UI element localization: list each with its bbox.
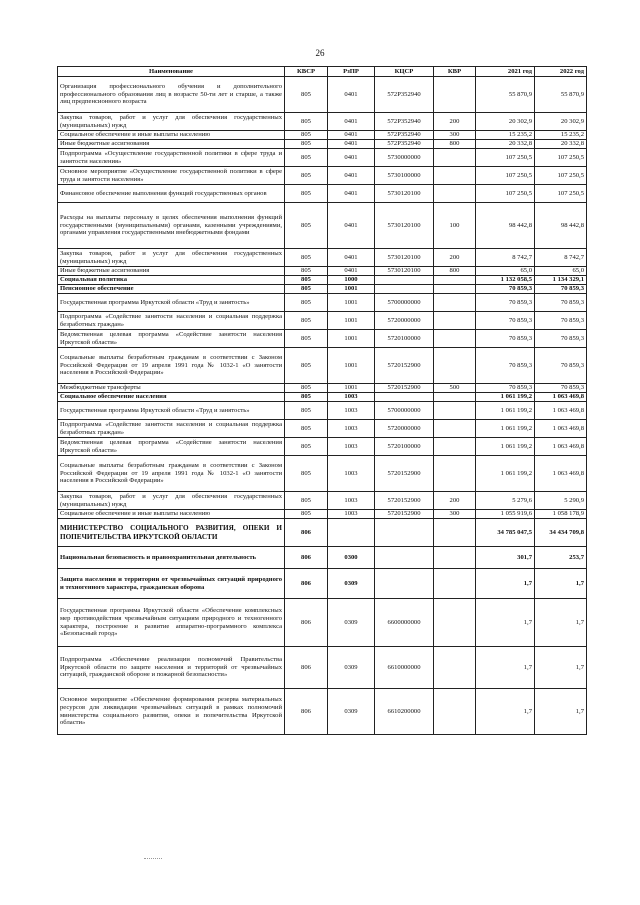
- cell-2022: 70 859,3: [535, 348, 587, 384]
- cell-2022: 253,7: [535, 547, 587, 569]
- cell-kcsr: 5720152900: [375, 348, 434, 384]
- table-row: [58, 285, 587, 294]
- cell-2021: 1,7: [476, 689, 535, 735]
- cell-kvr: 800: [434, 267, 476, 276]
- cell-2021: 70 859,3: [476, 312, 535, 330]
- cell-kvsr: 805: [285, 348, 328, 384]
- cell-rzpr: 0401: [328, 77, 375, 113]
- cell-2022: 1 063 469,8: [535, 420, 587, 438]
- cell-name: Подпрограмма «Содействие занятости населения и социальная поддержка безработных граждан»: [58, 312, 285, 330]
- cell-kcsr: 5720000000: [375, 420, 434, 438]
- cell-2022: 34 434 709,8: [535, 519, 587, 547]
- cell-kvr: [434, 149, 476, 167]
- cell-kcsr: 5720152900: [375, 492, 434, 510]
- cell-name: Ведомственная целевая программа «Содействие занятости населения Иркутской области»: [58, 330, 285, 348]
- cell-kcsr: 5720100000: [375, 330, 434, 348]
- cell-kvsr: 806: [285, 569, 328, 599]
- cell-kcsr: [375, 285, 434, 294]
- cell-2021: 70 859,3: [476, 285, 535, 294]
- cell-2022: 107 250,5: [535, 149, 587, 167]
- table-row: [58, 519, 587, 547]
- cell-rzpr: 0309: [328, 689, 375, 735]
- column-header-kvsr: КВСР: [285, 67, 328, 77]
- cell-rzpr: 1001: [328, 384, 375, 393]
- cell-kvsr: 805: [285, 420, 328, 438]
- cell-kcsr: [375, 547, 434, 569]
- table-row: [58, 294, 587, 312]
- column-header-2021: 2021 год: [476, 67, 535, 77]
- column-header-name: Наименование: [58, 67, 285, 77]
- cell-kcsr: 5720000000: [375, 312, 434, 330]
- cell-kcsr: [375, 393, 434, 402]
- cell-rzpr: 0401: [328, 203, 375, 249]
- cell-rzpr: 1003: [328, 456, 375, 492]
- cell-rzpr: 0401: [328, 267, 375, 276]
- cell-kvsr: 805: [285, 140, 328, 149]
- cell-kvr: [434, 167, 476, 185]
- cell-kcsr: 572P352940: [375, 140, 434, 149]
- cell-name: Защита населения и территории от чрезвычайных ситуаций природного и техногенного характера, гражданская оборона: [58, 569, 285, 599]
- cell-2022: 1 063 469,8: [535, 456, 587, 492]
- cell-kcsr: 572P352940: [375, 131, 434, 140]
- cell-kvr: [434, 393, 476, 402]
- cell-kvsr: 805: [285, 185, 328, 203]
- table-row: [58, 599, 587, 647]
- cell-kvsr: 805: [285, 149, 328, 167]
- cell-kvsr: 805: [285, 510, 328, 519]
- cell-name: Государственная программа Иркутской области «Труд и занятость»: [58, 294, 285, 312]
- cell-kcsr: [375, 519, 434, 547]
- cell-name: Социальное обеспечение и иные выплаты населению: [58, 131, 285, 140]
- cell-name: Закупка товаров, работ и услуг для обеспечения государственных (муниципальных) нужд: [58, 113, 285, 131]
- cell-rzpr: 0401: [328, 140, 375, 149]
- cell-kcsr: 5700000000: [375, 294, 434, 312]
- cell-kvr: [434, 519, 476, 547]
- cell-kvr: [434, 330, 476, 348]
- table-row: [58, 393, 587, 402]
- cell-kvr: [434, 647, 476, 689]
- table-row: [58, 276, 587, 285]
- cell-name: Расходы на выплаты персоналу в целях обеспечения выполнения функций государственными (муниципальными) органами, казенными учреждениями, органами управления государственными внебюджетными фондами: [58, 203, 285, 249]
- cell-rzpr: 1003: [328, 510, 375, 519]
- table-row: [58, 131, 587, 140]
- cell-2021: 1 061 199,2: [476, 420, 535, 438]
- cell-2022: 98 442,8: [535, 203, 587, 249]
- cell-kvr: [434, 569, 476, 599]
- cell-name: Государственная программа Иркутской области «Труд и занятость»: [58, 402, 285, 420]
- cell-2022: 20 332,8: [535, 140, 587, 149]
- cell-kcsr: 5720152900: [375, 384, 434, 393]
- cell-kvsr: 806: [285, 519, 328, 547]
- cell-kvr: [434, 402, 476, 420]
- cell-kcsr: [375, 569, 434, 599]
- cell-2022: 15 235,2: [535, 131, 587, 140]
- cell-kcsr: [375, 276, 434, 285]
- table-row: [58, 647, 587, 689]
- cell-kvsr: 805: [285, 393, 328, 402]
- cell-rzpr: 1003: [328, 492, 375, 510]
- cell-2021: 1 061 199,2: [476, 402, 535, 420]
- cell-2022: 1 063 469,8: [535, 393, 587, 402]
- cell-kvsr: 805: [285, 131, 328, 140]
- cell-kcsr: 5730120100: [375, 203, 434, 249]
- cell-2022: 8 742,7: [535, 249, 587, 267]
- cell-kvr: [434, 420, 476, 438]
- cell-2022: 1,7: [535, 647, 587, 689]
- cell-kvsr: 806: [285, 599, 328, 647]
- cell-kvsr: 805: [285, 77, 328, 113]
- cell-rzpr: 1003: [328, 438, 375, 456]
- cell-2022: 70 859,3: [535, 312, 587, 330]
- cell-kvsr: 805: [285, 267, 328, 276]
- cell-kvsr: 805: [285, 438, 328, 456]
- cell-rzpr: 0401: [328, 113, 375, 131]
- cell-rzpr: 1000: [328, 276, 375, 285]
- cell-kcsr: 5720152900: [375, 456, 434, 492]
- cell-2022: 1 063 469,8: [535, 402, 587, 420]
- table-row: [58, 384, 587, 393]
- cell-rzpr: 0401: [328, 249, 375, 267]
- table-row: [58, 249, 587, 267]
- cell-kvr: 100: [434, 203, 476, 249]
- cell-2021: 70 859,3: [476, 294, 535, 312]
- cell-kvr: 300: [434, 510, 476, 519]
- cell-kcsr: 6610000000: [375, 647, 434, 689]
- cell-name: Организация профессионального обучения и дополнительного профессионального образования лиц в возрасте 50-ти лет и старше, а также лиц предпенсионного возраста: [58, 77, 285, 113]
- table-row: [58, 569, 587, 599]
- column-header-2022: 2022 год: [535, 67, 587, 77]
- cell-2022: 1 063 469,8: [535, 438, 587, 456]
- cell-kvr: 200: [434, 113, 476, 131]
- cell-name: Финансовое обеспечение выполнения функций государственных органов: [58, 185, 285, 203]
- cell-rzpr: 0401: [328, 167, 375, 185]
- cell-kcsr: 5730120100: [375, 267, 434, 276]
- cell-rzpr: 1001: [328, 294, 375, 312]
- cell-name: Социальная политика: [58, 276, 285, 285]
- cell-rzpr: 0401: [328, 149, 375, 167]
- table-row: [58, 330, 587, 348]
- cell-2021: 98 442,8: [476, 203, 535, 249]
- cell-rzpr: [328, 519, 375, 547]
- table-row: [58, 267, 587, 276]
- cell-kvsr: 806: [285, 547, 328, 569]
- cell-kcsr: 5720152900: [375, 510, 434, 519]
- cell-2022: 55 870,9: [535, 77, 587, 113]
- cell-rzpr: 0401: [328, 185, 375, 203]
- cell-kcsr: 5730100000: [375, 167, 434, 185]
- cell-kvr: [434, 294, 476, 312]
- cell-2022: 65,0: [535, 267, 587, 276]
- table-row: [58, 438, 587, 456]
- cell-name: Подпрограмма «Осуществление государственной политики в сфере труда и занятости населения»: [58, 149, 285, 167]
- table-row: [58, 510, 587, 519]
- cell-name: Ведомственная целевая программа «Содействие занятости населения Иркутской области»: [58, 438, 285, 456]
- cell-kvr: [434, 599, 476, 647]
- cell-kvr: 500: [434, 384, 476, 393]
- table-row: [58, 77, 587, 113]
- cell-rzpr: 0309: [328, 647, 375, 689]
- cell-kvr: 300: [434, 131, 476, 140]
- table-row: [58, 113, 587, 131]
- cell-kvsr: 805: [285, 167, 328, 185]
- cell-kvsr: 805: [285, 384, 328, 393]
- cell-kvsr: 805: [285, 203, 328, 249]
- cell-kcsr: 5730000000: [375, 149, 434, 167]
- cell-kvr: 200: [434, 249, 476, 267]
- table-row: [58, 167, 587, 185]
- cell-kvsr: 805: [285, 456, 328, 492]
- cell-rzpr: 1003: [328, 420, 375, 438]
- cell-2021: 70 859,3: [476, 348, 535, 384]
- column-header-kcsr: КЦСР: [375, 67, 434, 77]
- cell-name: Закупка товаров, работ и услуг для обеспечения государственных (муниципальных) нужд: [58, 249, 285, 267]
- table-row: [58, 348, 587, 384]
- cell-rzpr: 1003: [328, 393, 375, 402]
- cell-kvsr: 805: [285, 249, 328, 267]
- cell-kvsr: 805: [285, 492, 328, 510]
- cell-2022: 1 134 329,1: [535, 276, 587, 285]
- cell-kvr: [434, 77, 476, 113]
- column-header-kvr: КВР: [434, 67, 476, 77]
- cell-2021: 107 250,5: [476, 185, 535, 203]
- cell-kvsr: 806: [285, 647, 328, 689]
- cell-2022: 70 859,3: [535, 384, 587, 393]
- cell-kvr: 200: [434, 492, 476, 510]
- cell-kvsr: 806: [285, 689, 328, 735]
- table-row: [58, 689, 587, 735]
- cell-2021: 1 055 919,6: [476, 510, 535, 519]
- cell-name: Социальное обеспечение и иные выплаты населению: [58, 510, 285, 519]
- cell-rzpr: 1003: [328, 402, 375, 420]
- table-row: [58, 140, 587, 149]
- cell-kvr: [434, 312, 476, 330]
- table-row: [58, 185, 587, 203]
- cell-name: Межбюджетные трансферты: [58, 384, 285, 393]
- cell-2022: 1,7: [535, 569, 587, 599]
- table-row: [58, 456, 587, 492]
- cell-kvr: [434, 276, 476, 285]
- cell-kvr: [434, 285, 476, 294]
- cell-kcsr: 5700000000: [375, 402, 434, 420]
- cell-name: Иные бюджетные ассигнования: [58, 140, 285, 149]
- cell-2021: 34 785 047,5: [476, 519, 535, 547]
- cell-2022: 20 302,9: [535, 113, 587, 131]
- cell-kcsr: 5720100000: [375, 438, 434, 456]
- cell-2022: 1,7: [535, 599, 587, 647]
- table-row: [58, 402, 587, 420]
- table-row: [58, 547, 587, 569]
- cell-2021: 1 061 199,2: [476, 438, 535, 456]
- cell-kvsr: 805: [285, 402, 328, 420]
- cell-2021: 1 132 058,5: [476, 276, 535, 285]
- cell-kvsr: 805: [285, 276, 328, 285]
- cell-kvr: [434, 438, 476, 456]
- cell-rzpr: 1001: [328, 312, 375, 330]
- cell-kvr: [434, 547, 476, 569]
- scan-artifact: [144, 858, 162, 860]
- cell-kvsr: 805: [285, 113, 328, 131]
- cell-name: Основное мероприятие «Осуществление государственной политики в сфере труда и занятости населения»: [58, 167, 285, 185]
- cell-2021: 1,7: [476, 647, 535, 689]
- cell-kcsr: 572P352940: [375, 77, 434, 113]
- cell-rzpr: 1001: [328, 348, 375, 384]
- cell-2021: 15 235,2: [476, 131, 535, 140]
- cell-2022: 70 859,3: [535, 294, 587, 312]
- cell-2021: 5 279,6: [476, 492, 535, 510]
- cell-rzpr: 0300: [328, 547, 375, 569]
- cell-2022: 70 859,3: [535, 330, 587, 348]
- cell-2021: 1,7: [476, 599, 535, 647]
- budget-table: [57, 66, 587, 735]
- cell-name: Социальные выплаты безработным гражданам в соответствии с Законом Российской Федерации от 19 апреля 1991 года № 1032-1 «О занятости населения в Российской Федерации»: [58, 348, 285, 384]
- cell-rzpr: 0309: [328, 599, 375, 647]
- cell-name: Пенсионное обеспечение: [58, 285, 285, 294]
- cell-kcsr: 5730120100: [375, 185, 434, 203]
- cell-rzpr: 0401: [328, 131, 375, 140]
- cell-2022: 5 290,9: [535, 492, 587, 510]
- cell-name: Национальная безопасность и правоохранительная деятельность: [58, 547, 285, 569]
- cell-name: Подпрограмма «Обеспечение реализации полномочий Правительства Иркутской области по защите населения и территорий от чрезвычайных ситуаций, гражданской обороне и пожарной безопасности»: [58, 647, 285, 689]
- cell-2021: 70 859,3: [476, 330, 535, 348]
- cell-2021: 107 250,5: [476, 149, 535, 167]
- table-row: [58, 203, 587, 249]
- cell-2021: 107 250,5: [476, 167, 535, 185]
- cell-rzpr: 1001: [328, 285, 375, 294]
- cell-name: Иные бюджетные ассигнования: [58, 267, 285, 276]
- cell-2021: 20 302,9: [476, 113, 535, 131]
- cell-2022: 1,7: [535, 689, 587, 735]
- cell-kvr: 800: [434, 140, 476, 149]
- cell-name: Социальные выплаты безработным гражданам в соответствии с Законом Российской Федерации от 19 апреля 1991 года № 1032-1 «О занятости населения в Российской Федерации»: [58, 456, 285, 492]
- cell-2021: 1 061 199,2: [476, 393, 535, 402]
- cell-name: МИНИСТЕРСТВО СОЦИАЛЬНОГО РАЗВИТИЯ, ОПЕКИ И ПОПЕЧИТЕЛЬСТВА ИРКУТСКОЙ ОБЛАСТИ: [58, 519, 285, 547]
- cell-2021: 301,7: [476, 547, 535, 569]
- cell-kvsr: 805: [285, 294, 328, 312]
- table-row: [58, 492, 587, 510]
- cell-kcsr: 6600000000: [375, 599, 434, 647]
- cell-2022: 1 058 178,9: [535, 510, 587, 519]
- cell-2022: 107 250,5: [535, 167, 587, 185]
- cell-2021: 8 742,7: [476, 249, 535, 267]
- cell-2021: 55 870,9: [476, 77, 535, 113]
- cell-2021: 20 332,8: [476, 140, 535, 149]
- cell-name: Подпрограмма «Содействие занятости населения и социальная поддержка безработных граждан»: [58, 420, 285, 438]
- cell-2022: 107 250,5: [535, 185, 587, 203]
- cell-kvsr: 805: [285, 285, 328, 294]
- cell-name: Социальное обеспечение населения: [58, 393, 285, 402]
- cell-2021: 1,7: [476, 569, 535, 599]
- cell-kcsr: 572P352940: [375, 113, 434, 131]
- cell-kvsr: 805: [285, 312, 328, 330]
- cell-2022: 70 859,3: [535, 285, 587, 294]
- cell-kvr: [434, 689, 476, 735]
- table-row: [58, 420, 587, 438]
- cell-kcsr: 5730120100: [375, 249, 434, 267]
- cell-rzpr: 0309: [328, 569, 375, 599]
- page-number: 26: [315, 48, 325, 58]
- cell-rzpr: 1001: [328, 330, 375, 348]
- cell-2021: 65,0: [476, 267, 535, 276]
- cell-name: Основное мероприятие «Обеспечение формирования резерва материальных ресурсов для ликвидации чрезвычайных ситуаций в рамках полномочий министерства социального развития, опеки и попечительства Иркутской области»: [58, 689, 285, 735]
- cell-2021: 1 061 199,2: [476, 456, 535, 492]
- column-header-rzpr: РзПР: [328, 67, 375, 77]
- cell-kvsr: 805: [285, 330, 328, 348]
- cell-name: Закупка товаров, работ и услуг для обеспечения государственных (муниципальных) нужд: [58, 492, 285, 510]
- cell-2021: 70 859,3: [476, 384, 535, 393]
- cell-name: Государственная программа Иркутской области «Обеспечение комплексных мер противодействия чрезвычайным ситуациям природного и техногенного характера, построение и развитие аппаратно-программного комплекса «Безопасный город»: [58, 599, 285, 647]
- table-header-row: [58, 67, 587, 77]
- cell-kvr: [434, 348, 476, 384]
- cell-kvr: [434, 456, 476, 492]
- table-row: [58, 149, 587, 167]
- cell-kvr: [434, 185, 476, 203]
- table-row: [58, 312, 587, 330]
- cell-kcsr: 6610200000: [375, 689, 434, 735]
